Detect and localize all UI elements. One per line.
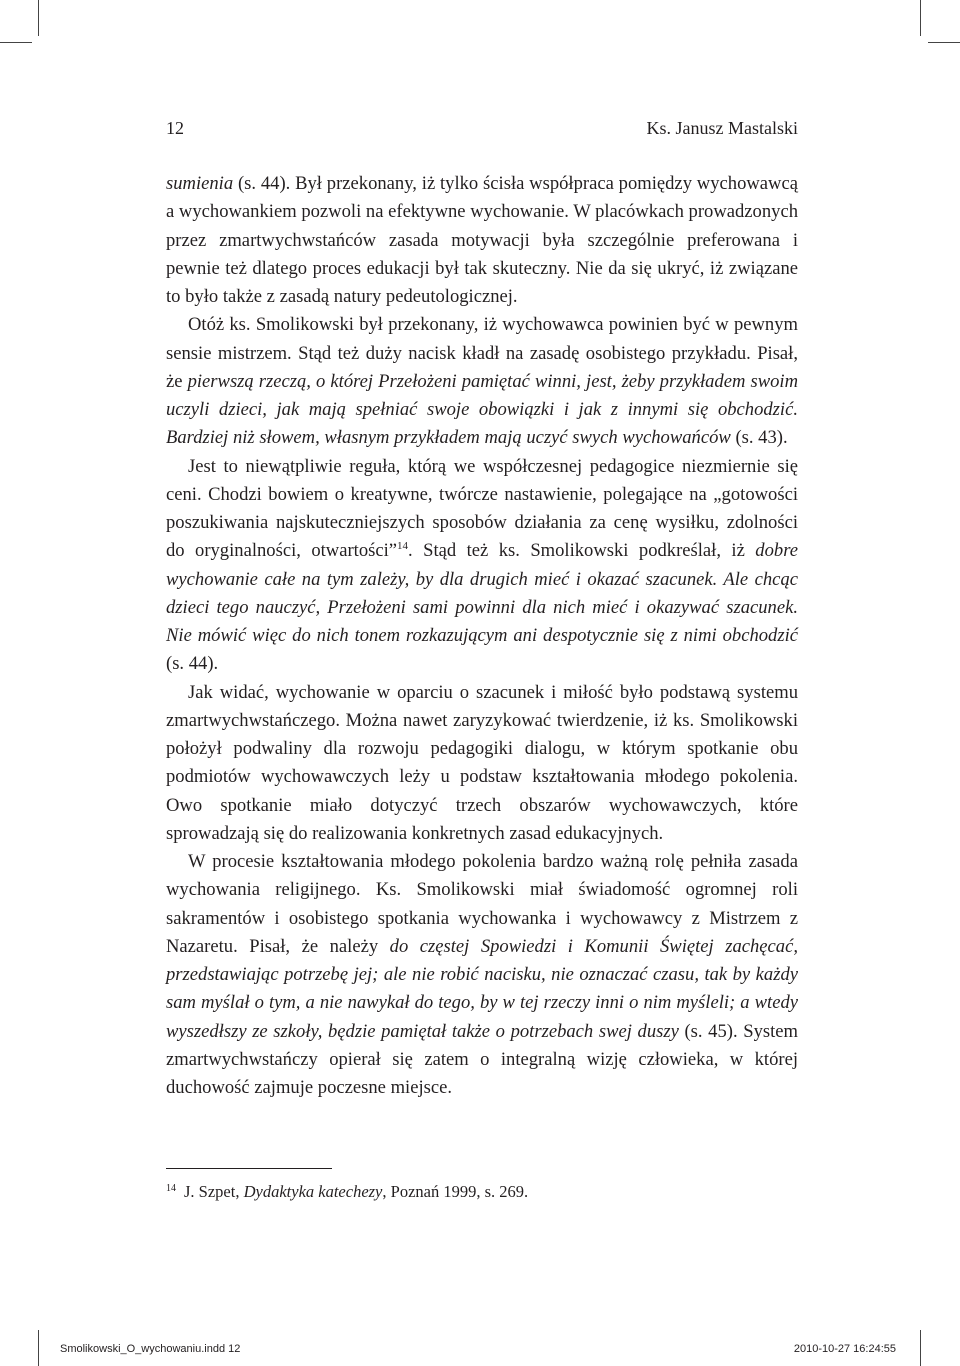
body-text <box>166 170 798 1102</box>
crop-mark <box>920 1330 921 1366</box>
text-run: W procesie kształtowania młodego pokolenia bardzo ważną rolę pełniła zasada wychowania religijnego. Ks. Smolikowski miał świadomość ogromnej roli sakramentów i osobistego spotkania wychowanka i wychowawcy z Mistrzem z Nazaretu. Pisał, że należy <box>166 851 798 957</box>
text-run: Jest to niewątpliwie reguła, którą we współczesnej pedagogice niezmiernie się ceni. Chodzi bowiem o kreatywne, twórcze nastawienie, polegające na „gotowości poszukiwania najskuteczniejszych sposobów działania za cenę wysiłku, zdolności do oryginalności, otwartości” <box>166 455 798 562</box>
text-run: . Stąd też ks. Smolikowski podkreślał, iż <box>408 540 756 562</box>
text-run: (s. 45). System zmartwychwstańczy opierał się zatem o integralną wizję człowieka, w której duchowość zajmuje poczesne miejsce. <box>166 1020 798 1098</box>
footnote-number: 14 <box>166 1182 176 1194</box>
text-run: Jak widać, wychowanie w oparciu o szacunek i miłość było podstawą systemu zmartwychwstańczego. Można nawet zaryzykować twierdzenie, iż ks. Smolikowski położył podwaliny dla rozwoju pedagogiki dialogu, w którym spotkanie obu podmiotów wychowawczych leży u podstaw kształtowania młodego pokolenia. Owo spotkanie miało dotyczyć trzech obszarów wychowawczych, które sprowadzają się do realizowania konkretnych zasad edukacyjnych. <box>166 681 798 844</box>
page-header <box>166 114 798 142</box>
italic-quote: dobre wychowanie całe na tym zależy, by dla drugich mieć i okazać szacunek. Ale chcąc dzieci tego nauczyć, Przełożeni sami powinni dla nich mieć i okazywać szacunek. Nie mówić więc do nich tonem rozkazującym ani despotycznie się z nimi obchodzić <box>166 540 798 646</box>
text-run: (s. 44). Był przekonany, iż tylko ścisła współpraca pomiędzy wychowawcą a wychowankiem pozwoli na efektywne wychowanie. W placówkach prowadzonych przez zmartwychwstańców zasada motywacji była szczególnie preferowana i pewnie też dlatego proces edukacji był tak skuteczny. Nie da się ukryć, iż związane to było także z zasadą natury pedeutologicznej. <box>166 173 798 307</box>
crop-mark <box>38 1330 39 1366</box>
footnote <box>166 1180 798 1204</box>
footnote-separator <box>166 1168 332 1169</box>
paragraph <box>166 170 798 311</box>
footnote-ref: 14 <box>397 540 409 553</box>
slug-datetime: 2010-10-27 16:24:55 <box>793 1343 896 1355</box>
footnote-title: Dydaktyka katechezy <box>243 1182 383 1201</box>
text-run: Otóż ks. Smolikowski był przekonany, iż wychowawca powinien być w pewnym sensie mistrzem. Stąd też duży nacisk kładł na zasadę osobistego przykładu. Pisał, że <box>166 314 798 392</box>
text-run: (s. 43). <box>730 427 788 449</box>
italic-quote: sumienia <box>166 173 234 194</box>
crop-mark <box>920 0 921 36</box>
page-number: 12 <box>166 118 184 138</box>
italic-quote: do częstej Spowiedzi i Komunii Świętej zachęcać, przedstawiając potrzebę jej; ale nie robić nacisku, nie oznaczać czasu, tak by każdy sam myślał o tym, a nie nawykał do tego, by w tej rzeczy inni o nim myśleli; a wtedy wyszedłszy ze szkoły, będzie pamiętał także o potrzebach swej duszy <box>166 935 798 1042</box>
footnote-author: J. Szpet, <box>184 1182 244 1201</box>
slug-filename: Smolikowski_O_wychowaniu.indd 12 <box>60 1343 241 1355</box>
crop-mark <box>928 42 960 43</box>
italic-quote: pierwszą rzeczą, o której Przełożeni pamiętać winni, jest, żeby przykładem swoim uczyli dzieci, jak mają spełniać swoje obowiązki i jak z innymi się obchodzić. Bardziej niż słowem, własnym przykładem mają uczyć swych wychowańców <box>166 370 799 449</box>
print-slug <box>60 1340 896 1358</box>
running-head: Ks. Janusz Mastalski <box>646 118 798 138</box>
paragraph <box>166 679 798 849</box>
footnote-rest: , Poznań 1999, s. 269. <box>382 1182 529 1201</box>
paragraph <box>166 848 798 1102</box>
text-run: (s. 44). <box>166 653 219 675</box>
paragraph <box>166 311 798 452</box>
crop-mark <box>38 0 39 36</box>
crop-mark <box>0 42 32 43</box>
paragraph <box>166 453 798 679</box>
